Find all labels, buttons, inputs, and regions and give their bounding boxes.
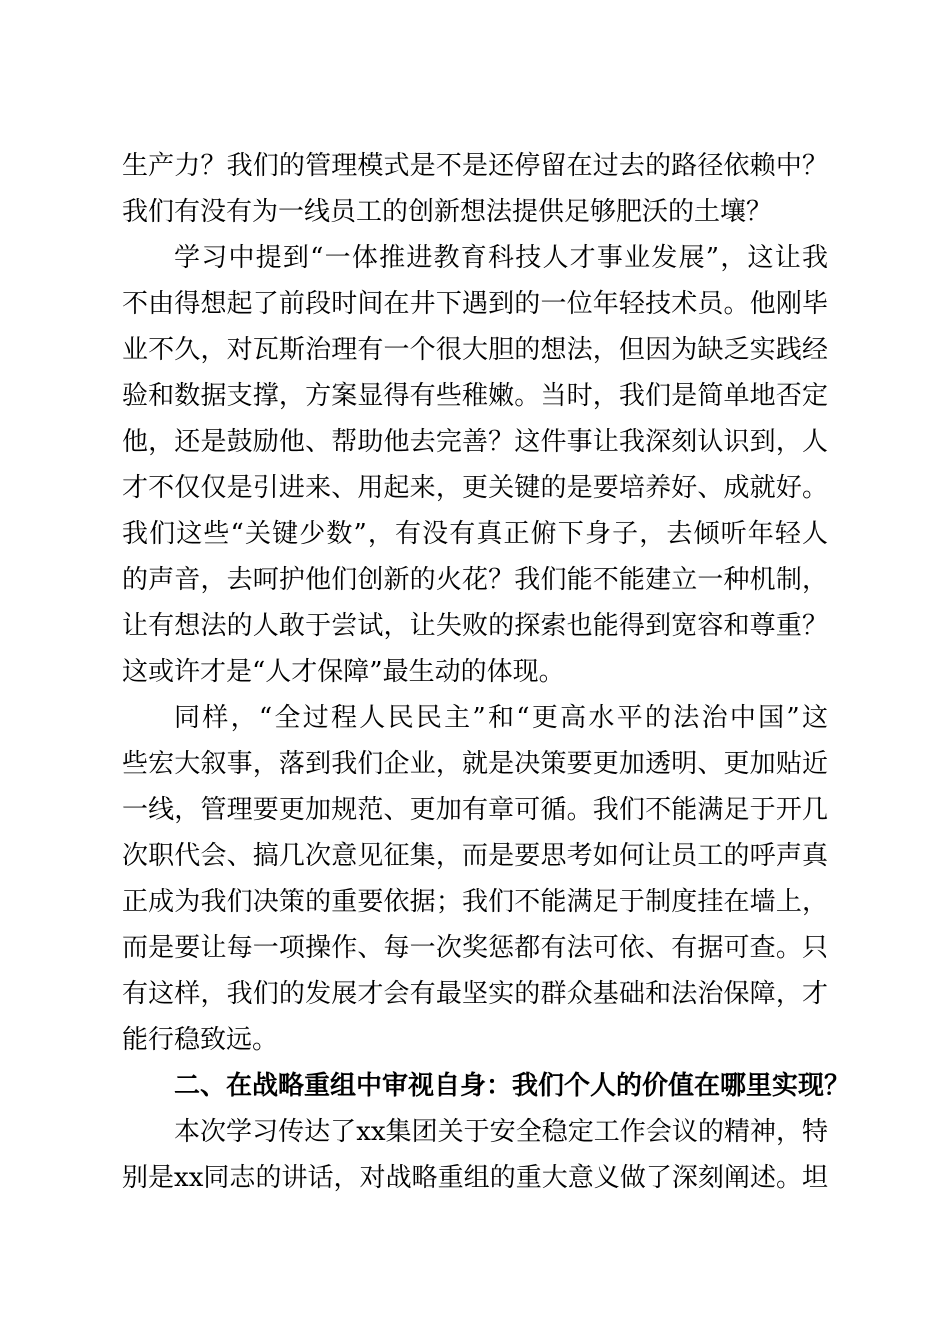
text-line: 次职代会、搞几次意见征集，而是要思考如何让员工的呼声真: [122, 841, 828, 871]
text-line: 我们有没有为一线员工的创新想法提供足够肥沃的土壤？: [122, 197, 773, 227]
text-line: 验和数据支撑，方案显得有些稚嫩。当时，我们是简单地否定: [122, 381, 828, 411]
text-line: 正成为我们决策的重要依据；我们不能满足于制度挂在墙上，: [122, 887, 828, 917]
text-line: 而是要让每一项操作、每一次奖惩都有法可依、有据可查。只: [122, 933, 828, 963]
text-line: 一线，管理要更加规范、更加有章可循。我们不能满足于开几: [122, 795, 828, 825]
text-line: 的声音，去呵护他们创新的火花？我们能不能建立一种机制，: [122, 565, 828, 595]
text-line: 些宏大叙事，落到我们企业，就是决策要更加透明、更加贴近: [122, 749, 828, 779]
text-line: 有这样，我们的发展才会有最坚实的群众基础和法治保障，才: [122, 979, 828, 1009]
text-line: 这或许才是“人才保障”最生动的体现。: [122, 657, 565, 687]
text-line: 业不久，对瓦斯治理有一个很大胆的想法，但因为缺乏实践经: [122, 335, 828, 365]
text-line: 生产力？我们的管理模式是不是还停留在过去的路径依赖中？: [122, 151, 828, 181]
section-heading: 二、在战略重组中审视自身：我们个人的价值在哪里实现？: [174, 1071, 851, 1101]
text-line: 不由得想起了前段时间在井下遇到的一位年轻技术员。他刚毕: [122, 289, 828, 319]
paragraph-first-line: 本次学习传达了xx集团关于安全稳定工作会议的精神，特: [174, 1117, 828, 1147]
text-line: 我们这些“关键少数”，有没有真正俯下身子，去倾听年轻人: [122, 519, 828, 549]
text-line: 让有想法的人敢于尝试，让失败的探索也能得到宽容和尊重？: [122, 611, 828, 641]
text-line: 能行稳致远。: [122, 1025, 279, 1055]
text-line: 别是xx同志的讲话，对战略重组的重大意义做了深刻阐述。坦: [122, 1163, 828, 1193]
paragraph-first-line: 学习中提到“一体推进教育科技人才事业发展”，这让我: [174, 243, 828, 273]
text-line: 才不仅仅是引进来、用起来，更关键的是要培养好、成就好。: [122, 473, 828, 503]
paragraph-first-line: 同样，“全过程人民民主”和“更高水平的法治中国”这: [174, 703, 828, 733]
text-line: 他，还是鼓励他、帮助他去完善？这件事让我深刻认识到，人: [122, 427, 828, 457]
